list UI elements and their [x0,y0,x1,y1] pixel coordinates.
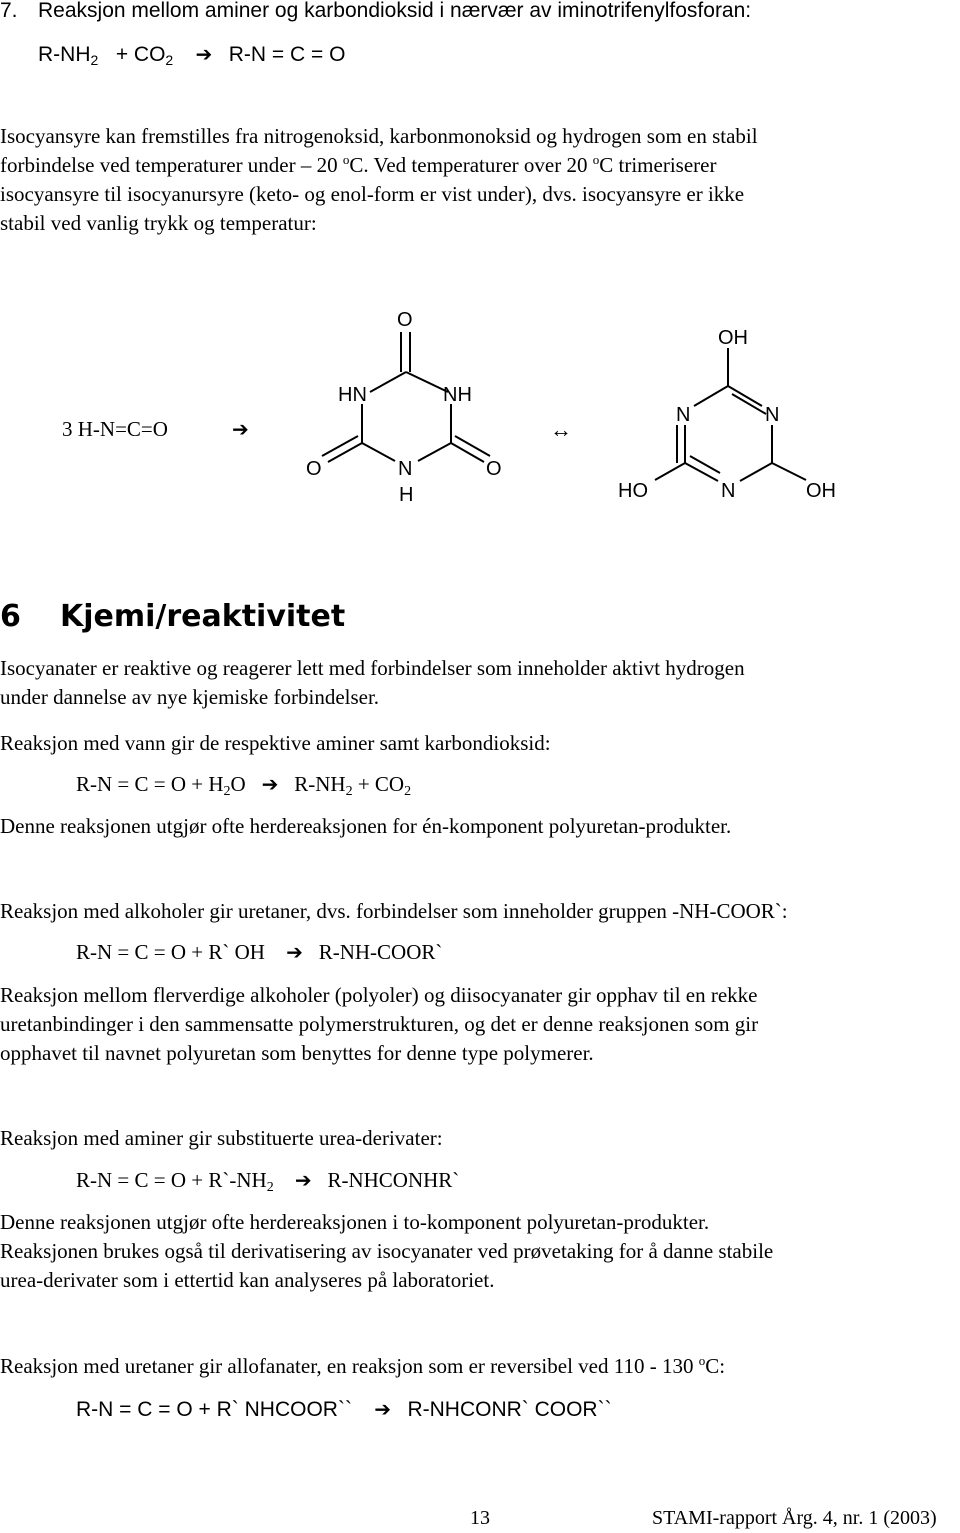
paragraph-alcohols [0,897,960,926]
degree-sup: o [342,152,350,167]
reaction-1-reactant: R-NH [38,43,91,66]
reaction-4-sub: 2 [266,1180,274,1195]
resonance-arrow-icon: ↔ [550,417,572,442]
text-span: C trimeriserer [599,153,717,177]
reaction-1-co2: + CO [115,43,166,66]
paragraph-isocyansyre [0,122,960,238]
atom-label: N [676,404,691,426]
trimerization-scheme [0,300,960,520]
reaction-1-sub2: 2 [165,52,174,68]
text-span: Reaksjon med uretaner gir allofanater, en reaksjon som er reversibel ved 110 - 130 [0,1354,699,1378]
item-title: Reaksjon mellom aminer og karbondioksid i nærvær av iminotrifenylfosforan: [38,0,752,22]
page-number: 13 [470,1507,490,1529]
text-line: stabil ved vanlig trykk og temperatur: [0,211,317,235]
item-heading [0,0,960,25]
atom-label: N [398,458,413,480]
section-heading [0,598,345,636]
atom-label: OH [718,327,748,349]
reaction-2-reactants: R-N = C = O + H [76,772,224,796]
text-line: urea-derivater som i ettertid kan analyseres på laboratoriet. [0,1268,495,1292]
text-line: Denne reaksjonen utgjør ofte herdereaksjonen i to-komponent polyuretan-produkter. [0,1210,710,1234]
arrow-icon: ➔ [261,772,279,796]
reaction-1 [38,40,345,69]
text-span: C: [705,1354,726,1378]
reaction-2-sub: 2 [223,784,231,799]
text-line: Denne reaksjonen utgjør ofte herdereaksjonen for én-komponent polyuretan-produkter. [0,814,732,838]
text-line: opphavet til navnet polyuretan som benyttes for denne type polymerer. [0,1041,594,1065]
reaction-5-product: R-NHCONR` COOR`` [407,1398,612,1421]
text-line: Isocyansyre kan fremstilles fra nitrogenoksid, karbonmonoksid og hydrogen som en stabil [0,124,758,148]
atom-label: O [397,309,413,331]
reaction-2 [76,770,411,799]
text-line: Reaksjon mellom flerverdige alkoholer (polyoler) og diisocyanater gir opphav til en rekke [0,983,758,1007]
atom-label: NH [443,384,472,406]
arrow-icon: ➔ [232,419,249,441]
atom-label: HN [338,384,367,406]
reaction-2-co2: + CO [352,772,405,796]
atom-label: H [399,484,414,506]
reaction-3-product: R-NH-COOR` [318,940,443,964]
text-line: Isocyanater er reaktive og reagerer lett med forbindelser som inneholder aktivt hydrogen [0,656,745,680]
arrow-icon: ➔ [294,1168,312,1192]
section-number: 6 [0,599,21,634]
paragraph-reactivity [0,654,960,712]
reaction-2-sub: 2 [404,784,412,799]
text-line: Reaksjon med vann gir de respektive aminer samt karbondioksid: [0,731,551,755]
arrow-icon: ➔ [286,940,303,964]
reaction-4-product: R-NHCONHR` [327,1168,460,1192]
degree-sup: o [592,152,600,167]
reaction-4-reactants: R-N = C = O + R`-NH [76,1168,267,1192]
paragraph-urethanes [0,1352,960,1381]
paragraph-one-component [0,812,960,841]
text-line: under dannelse av nye kjemiske forbindelser. [0,685,380,709]
paragraph-polyols [0,981,960,1068]
atom-label: O [306,458,322,480]
reaction-1-product: R-N = C = O [228,43,346,66]
reaction-5-reactants: R-N = C = O + R` NHCOOR`` [76,1398,352,1421]
scheme-reactant: 3 H-N=C=O [62,417,168,441]
paragraph-amines [0,1124,960,1153]
atom-label: N [765,404,780,426]
arrow-icon: ➔ [374,1397,391,1421]
text-span: C. Ved temperaturer over 20 [349,153,593,177]
reaction-3 [76,938,442,967]
reaction-1-sub: 2 [90,52,99,68]
paragraph-water [0,729,960,758]
text-line: Reaksjon med aminer gir substituerte urea-derivater: [0,1126,443,1150]
reaction-3-reactants: R-N = C = O + R` OH [76,940,265,964]
text-line: Reaksjon med alkoholer gir uretaner, dvs. forbindelser som inneholder gruppen -NH-COOR`: [0,899,788,923]
text-line [0,151,960,180]
atom-label: OH [806,480,836,502]
atom-label: HO [618,480,648,502]
reaction-2-sub: 2 [345,784,353,799]
item-number: 7. [0,0,18,22]
atom-label: O [486,458,502,480]
arrow-icon: ➔ [195,42,213,66]
report-reference: STAMI-rapport Årg. 4, nr. 1 (2003) [652,1507,937,1529]
text-line: uretanbindinger i den sammensatte polymerstrukturen, og det er denne reaksjonen som gir [0,1012,759,1036]
reaction-4 [76,1166,459,1195]
reaction-2-o: O [230,772,246,796]
section-title: Kjemi/reaktivitet [60,599,346,634]
atom-label: N [721,480,736,502]
degree-sup: o [698,1353,706,1368]
reaction-5 [76,1395,612,1424]
text-line: Reaksjonen brukes også til derivatisering av isocyanater ved prøvetaking for å danne stabile [0,1239,774,1263]
text-span: forbindelse ved temperaturer under – 20 [0,153,343,177]
text-line: isocyansyre til isocyanursyre (keto- og enol-form er vist under), dvs. isocyansyre er ikke [0,182,745,206]
reaction-2-amine: R-NH [294,772,346,796]
paragraph-two-component [0,1208,960,1295]
text-line [0,1352,960,1381]
